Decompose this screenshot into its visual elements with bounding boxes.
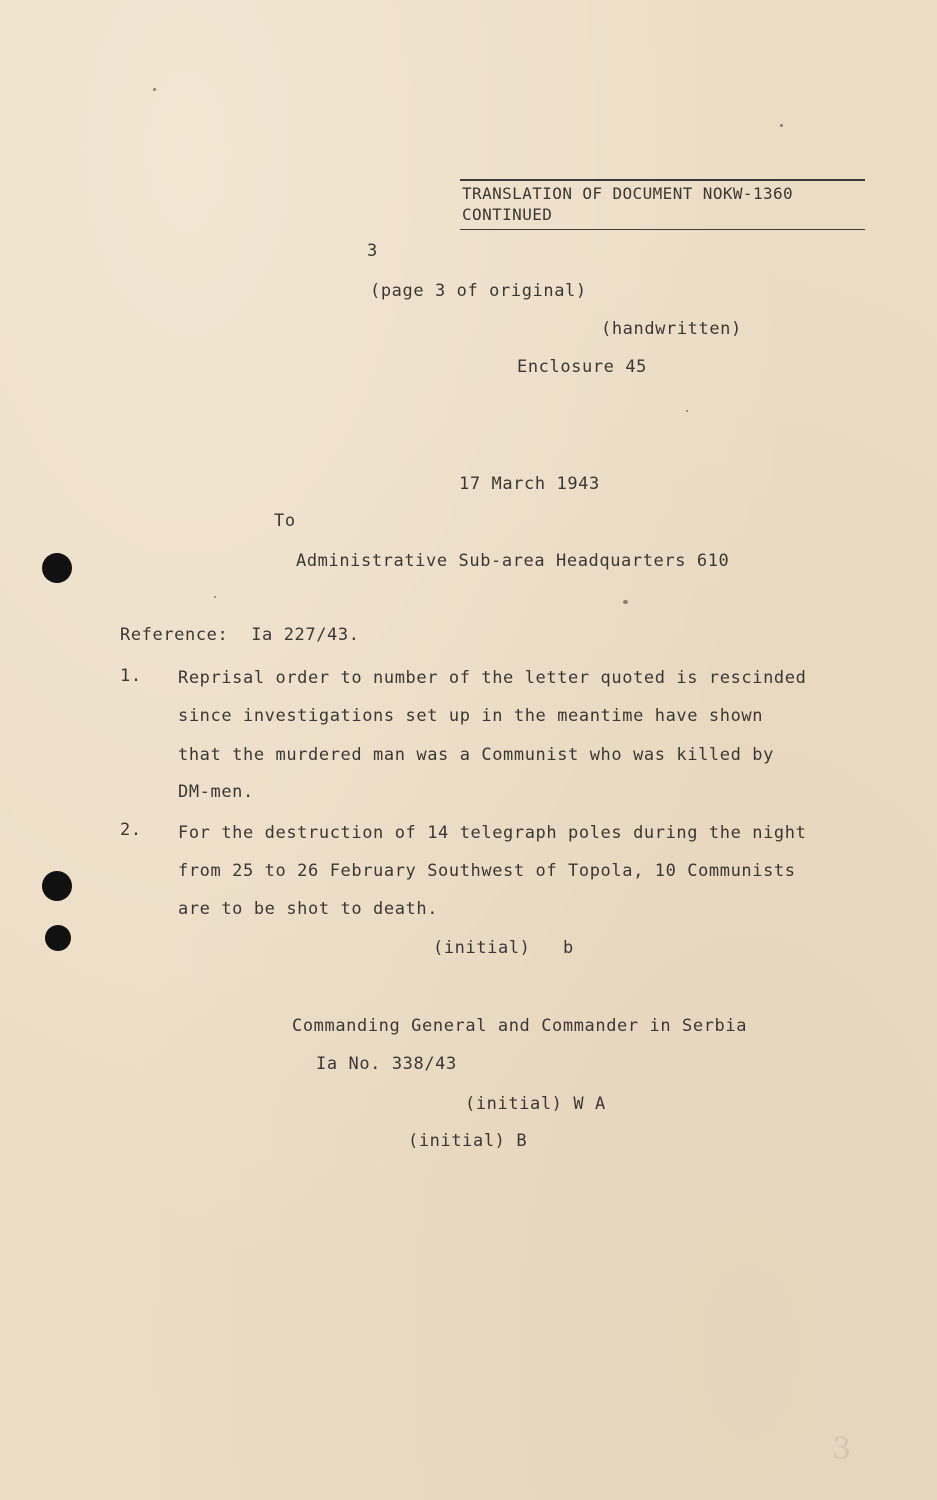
item-1-line-3: that the murdered man was a Communist who was killed by xyxy=(178,745,774,765)
document-date: 17 March 1943 xyxy=(459,474,600,494)
signature-reference: Ia No. 338/43 xyxy=(316,1054,457,1074)
item-2-number: 2. xyxy=(120,820,142,840)
enclosure-label: Enclosure 45 xyxy=(517,357,648,377)
item-1-line-1: Reprisal order to number of the letter quoted is rescinded xyxy=(178,668,807,688)
punch-hole-bottom xyxy=(45,925,71,951)
item-1-line-4: DM-men. xyxy=(178,782,254,802)
paper-speck xyxy=(686,410,688,412)
pencil-page-mark: 3 xyxy=(832,1432,852,1467)
punch-hole-middle xyxy=(42,871,72,901)
signature-initial-wa: (initial) W A xyxy=(465,1094,606,1114)
header-title-line2: CONTINUED xyxy=(462,205,553,224)
page-number: 3 xyxy=(367,241,378,261)
header-title-line1: TRANSLATION OF DOCUMENT NOKW-1360 xyxy=(462,184,794,203)
item-1-number: 1. xyxy=(120,666,142,686)
item-1-line-2: since investigations set up in the meantime have shown xyxy=(178,706,764,726)
handwritten-note: (handwritten) xyxy=(601,319,742,339)
to-label: To xyxy=(274,511,296,531)
page-reference: (page 3 of original) xyxy=(370,281,587,301)
initial-b-first: (initial) b xyxy=(433,938,574,958)
item-2-line-3: are to be shot to death. xyxy=(178,899,439,919)
paper-speck xyxy=(153,88,156,91)
item-2-line-1: For the destruction of 14 telegraph poles during the night xyxy=(178,823,807,843)
document-header xyxy=(460,179,865,230)
reference-line xyxy=(120,625,360,645)
item-2-line-2: from 25 to 26 February Southwest of Topola, 10 Communists xyxy=(178,861,796,881)
addressee: Administrative Sub-area Headquarters 610 xyxy=(296,551,730,571)
paper-speck xyxy=(623,600,628,604)
signature-initial-b: (initial) B xyxy=(408,1131,528,1151)
punch-hole-top xyxy=(42,553,72,583)
signature-title: Commanding General and Commander in Serbia xyxy=(292,1016,748,1036)
reference-label: Reference: xyxy=(120,625,229,645)
paper-speck xyxy=(214,596,216,598)
reference-value: Ia 227/43. xyxy=(251,625,360,645)
paper-speck xyxy=(780,124,783,127)
